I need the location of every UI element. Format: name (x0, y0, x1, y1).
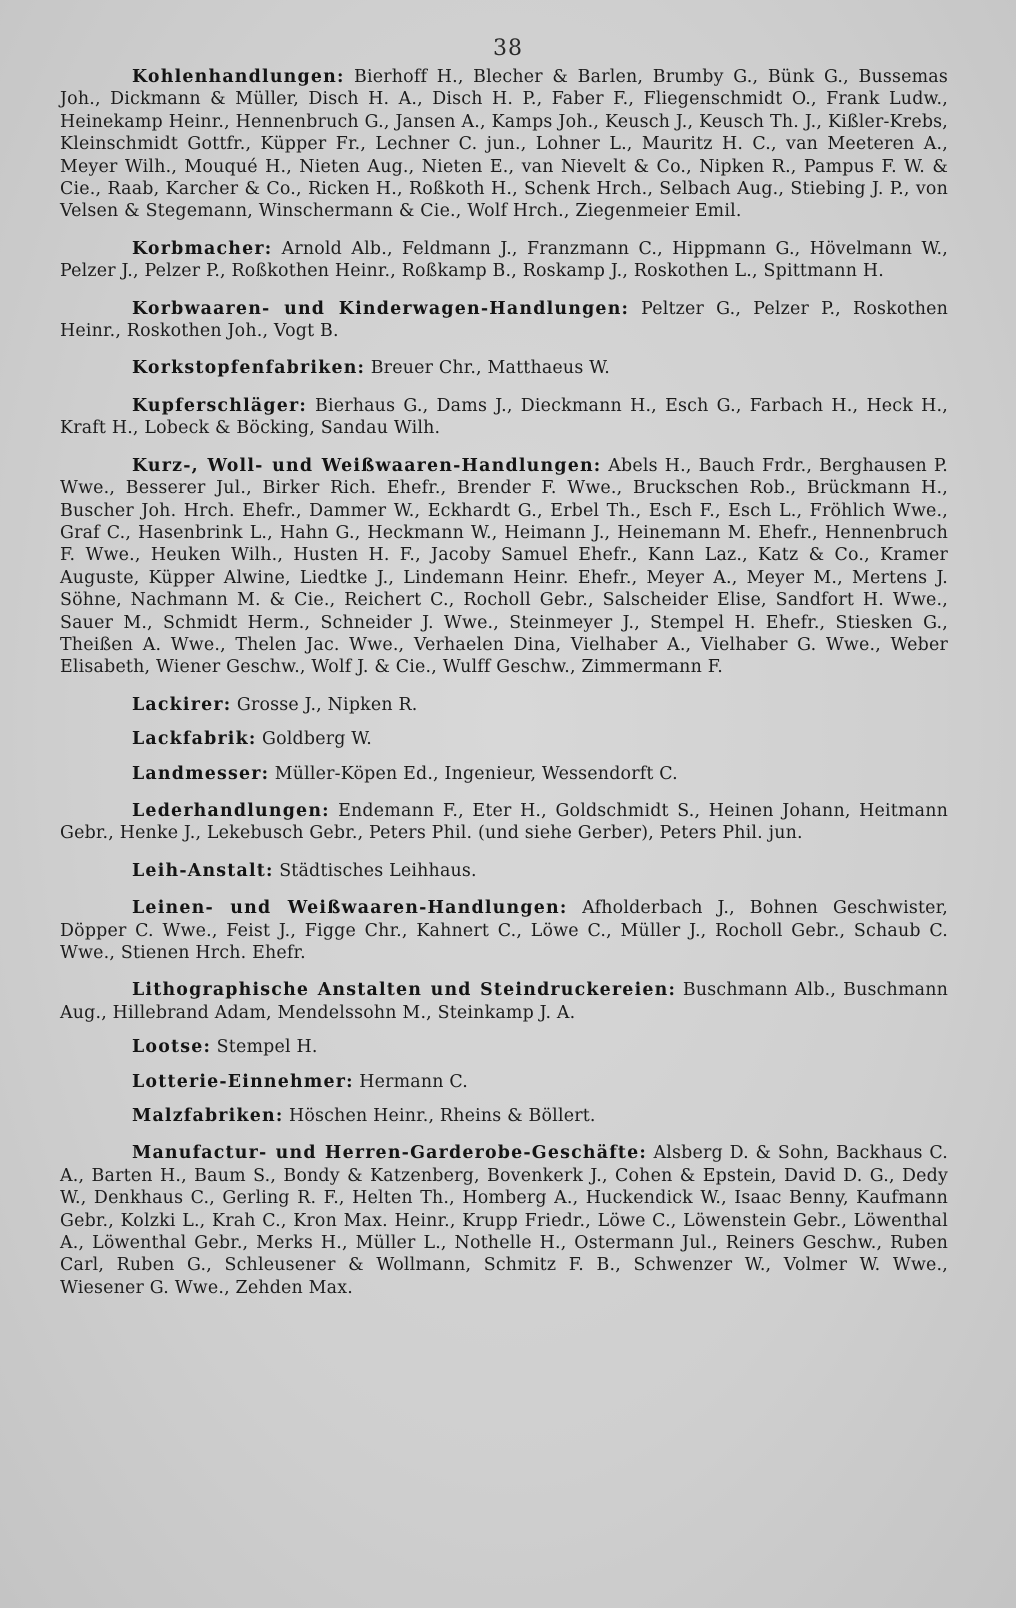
entry-lithographische-anstalten (60, 979, 948, 1024)
entry-heading: Leinen- und Weißwaaren-Handlungen: (132, 898, 568, 919)
entry-heading: Manufactur- und Herren-Garderobe-Geschäfte: (132, 1143, 647, 1164)
directory-listing (60, 66, 948, 1299)
entry-heading: Kurz-, Woll- und Weißwaaren-Handlungen: (132, 455, 602, 476)
entry-names: Goldberg W. (262, 729, 373, 750)
entry-korbwaaren (60, 298, 948, 343)
entry-names: Müller-Köpen Ed., Ingenieur, Wessendorft C. (274, 763, 678, 784)
entry-names: Stempel H. (216, 1037, 318, 1058)
entry-lotterie-einnehmer (60, 1071, 948, 1093)
page-number: 38 (493, 36, 523, 61)
entry-names: Grosse J., Nipken R. (236, 694, 418, 715)
entry-names: Afholderbach J., Bohnen Geschwister, Döpper C. Wwe., Feist J., Figge Chr., Kahnert C., Löwe C., Müller J., Rocholl Gebr., Schaub C. Wwe., Stienen Hrch. Ehefr. (60, 898, 948, 963)
entry-heading: Lackfabrik: (132, 729, 257, 750)
entry-lootse (60, 1036, 948, 1058)
entry-names: Breuer Chr., Matthaeus W. (370, 358, 610, 379)
entry-kupferschlaeger (60, 395, 948, 440)
entry-kurzwaaren (60, 455, 948, 679)
entry-landmesser (60, 763, 948, 785)
entry-korkstopfenfabriken (60, 357, 948, 379)
entry-names: Endemann F., Eter H., Goldschmidt S., Heinen Johann, Heitmann Gebr., Henke J., Lekebusch Gebr., Peters Phil. (und siehe Gerber), Peters Phil. jun. (60, 800, 948, 844)
entry-names: Bierhoff H., Blecher & Barlen, Brumby G., Bünk G., Bussemas Joh., Dickmann & Müller, Disch H. A., Disch H. P., Faber F., Fliegenschmidt O., Frank Ludw., Heinekamp Heinr., Hennenbruch G., Jansen A., Kamps Joh., Keusch J., Keusch Th. J., Kißler-Krebs, Kleinschmidt Gottfr., Küpper Fr., Lechner C. jun., Lohner L., Mauritz H. C., van Meeteren A., Meyer Wilh., Mouqué H., Nieten Aug., Nieten E., van Nievelt & Co., Nipken R., Pampus F. W. & Cie., Raab, Karcher & Co., Ricken H., Roßkoth H., Schenk Hrch., Selbach Aug., Stiebing J. P., von Velsen & Stegemann, Winschermann & Cie., Wolf Hrch., Ziegenmeier Emil. (60, 67, 949, 222)
entry-names: Höschen Heinr., Rheins & Böllert. (289, 1106, 596, 1127)
entry-heading: Landmesser: (132, 763, 270, 784)
entry-heading: Kupferschläger: (132, 395, 307, 416)
entry-heading: Korkstopfenfabriken: (132, 358, 366, 379)
entry-leih-anstalt (60, 860, 948, 882)
entry-names: Städtisches Leihhaus. (279, 860, 477, 881)
entry-names: Buschmann Alb., Buschmann Aug., Hillebrand Adam, Mendelssohn M., Steinkamp J. A. (60, 980, 949, 1023)
entry-lackirer (60, 694, 948, 716)
entry-lackfabrik (60, 728, 948, 750)
entry-names: Hermann C. (359, 1071, 469, 1092)
entry-heading: Korbwaaren- und Kinderwagen-Handlungen: (132, 298, 630, 319)
entry-heading: Lithographische Anstalten und Steindruckereien: (132, 980, 677, 1001)
entry-heading: Korbmacher: (132, 238, 273, 259)
entry-heading: Malzfabriken: (132, 1106, 284, 1127)
entry-names: Peltzer G., Pelzer P., Roskothen Heinr., Roskothen Joh., Vogt B. (60, 298, 949, 342)
entry-names: Abels H., Bauch Frdr., Berghausen P. Wwe., Besserer Jul., Birker Rich. Ehefr., Brender F. Wwe., Bruckschen Rob., Brückmann H., Buscher Joh. Hrch. Ehefr., Dammer W., Eckhardt G., Erbel Th., Esch F., Esch L., Fröhlich Wwe., Graf C., Hasenbrink L., Hahn G., Heckmann W., Heimann J., Heinemann M. Ehefr., Hennenbruch F. Wwe., Heuken Wilh., Husten H. F., Jacoby Samuel Ehefr., Kann Laz., Katz & Co., Kramer Auguste, Küpper Alwine, Liedtke J., Lindemann Heinr. Ehefr., Meyer A., Meyer M., Mertens J. Söhne, Nachmann M. & Cie., Reichert C., Rocholl Gebr., Salscheider Elise, Sandfort H. Wwe., Sauer M., Schmidt Herm., Schneider J. Wwe., Steinmeyer J., Stempel H. Ehefr., Stiesken G., Theißen A. Wwe., Thelen Jac. Wwe., Verhaelen Dina, Vielhaber A., Vielhaber G. Wwe., Weber Elisabeth, Wiener Geschw., Wolf J. & Cie., Wulff Geschw., Zimmermann F. (60, 455, 949, 678)
entry-heading: Lotterie-Einnehmer: (132, 1071, 354, 1092)
entry-heading: Lootse: (132, 1037, 212, 1058)
entry-heading: Lederhandlungen: (132, 800, 330, 821)
entry-heading: Lackirer: (132, 694, 232, 715)
entry-names: Alsberg D. & Sohn, Backhaus C. A., Barten H., Baum S., Bondy & Katzenberg, Bovenkerk J., Cohen & Epstein, David D. G., Dedy W., Denkhaus C., Gerling R. F., Helten Th., Homberg A., Huckendick W., Isaac Benny, Kaufmann Gebr., Kolzki L., Krah C., Kron Max. Heinr., Krupp Friedr., Löwe C., Löwenstein Gebr., Löwenthal A., Löwenthal Gebr., Merks H., Müller L., Nothelle H., Ostermann Jul., Reiners Geschw., Ruben Carl, Ruben G., Schleusener & Wollmann, Schmitz F. B., Schwenzer W., Volmer W. Wwe., Wiesener G. Wwe., Zehden Max. (60, 1143, 949, 1298)
entry-kohlenhandlungen (60, 66, 948, 223)
entry-malzfabriken (60, 1105, 948, 1127)
entry-lederhandlungen (60, 800, 948, 845)
entry-korbmacher (60, 238, 948, 283)
entry-heading: Kohlenhandlungen: (132, 67, 345, 87)
entry-names: Bierhaus G., Dams J., Dieckmann H., Esch G., Farbach H., Heck H., Kraft H., Lobeck & Böcking, Sandau Wilh. (60, 395, 949, 439)
entry-names: Arnold Alb., Feldmann J., Franzmann C., Hippmann G., Hövelmann W., Pelzer J., Pelzer P., Roßkothen Heinr., Roßkamp B., Roskamp J., Roskothen L., Spittmann H. (60, 238, 948, 282)
entry-manufactur (60, 1142, 948, 1299)
entry-leinenwaaren (60, 897, 948, 964)
entry-heading: Leih-Anstalt: (132, 860, 274, 881)
